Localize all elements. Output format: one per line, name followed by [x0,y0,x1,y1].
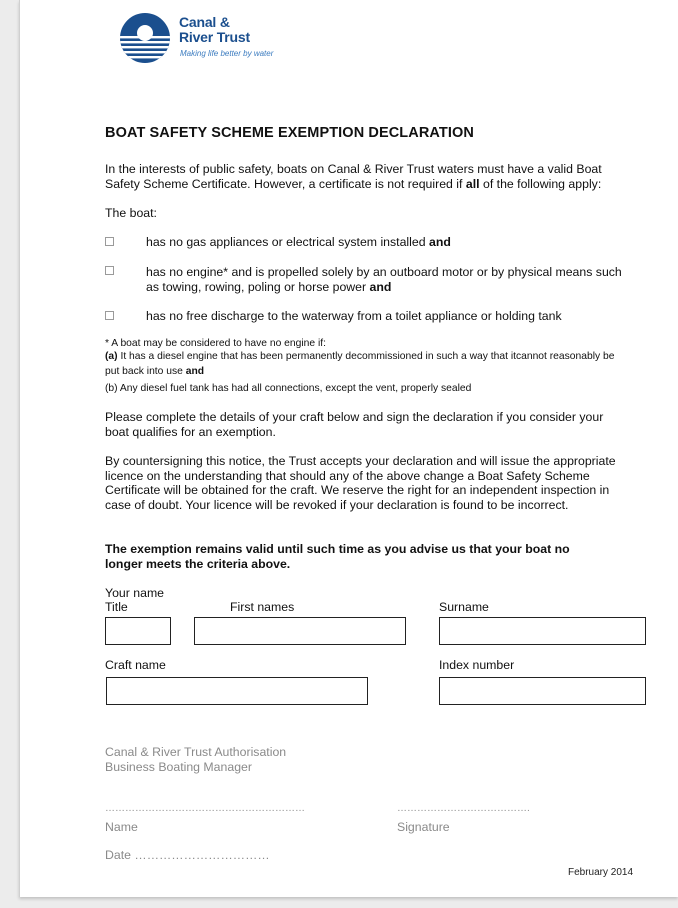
surname-field[interactable] [439,617,646,645]
index-number-field[interactable] [439,677,646,705]
validity-note: The exemption remains valid until such time as you advise us that your boat no longer meets the criteria above. [105,542,570,571]
condition-item [146,235,626,250]
title-field[interactable] [105,617,171,645]
logo-line-1: Canal & [179,14,230,30]
condition-item [146,309,626,324]
checkbox-no-engine[interactable] [105,266,114,275]
intro-text-end: of the following apply: [479,176,602,191]
the-boat-label: The boat: [105,206,157,220]
condition-bold: and [428,235,451,249]
complete-details-paragraph: Please complete the details of your craft below and sign the declaration if you consider your boat qualifies for an exemption. [105,410,604,439]
signature-line[interactable]: …………………………………. [397,803,530,814]
condition-item [146,265,626,294]
footnote-a [105,350,620,379]
name-label: Name [105,820,138,834]
footnote-a-bold: and [185,365,205,377]
intro-text: In the interests of public safety, boats on Canal & River Trust waters must have a valid Boat Safety Scheme Certificate. However, a certificate is not required if [105,162,602,191]
signature-label: Signature [397,820,450,834]
your-name-label: Your name [105,586,165,600]
logo-name [179,15,250,45]
authorisation-title: Canal & River Trust Authorisation [105,745,287,759]
document-page [19,0,678,897]
first-names-label: First names [230,600,295,614]
logo-tagline: Making life better by water [180,49,274,58]
footnote-a-label: (a) [105,351,118,362]
condition-text: has no engine* and is propelled solely by an outboard motor or by physical means such as towing, rowing, poling or horse power [146,265,622,294]
intro-bold: all [465,176,480,191]
checkbox-no-gas-electrical[interactable] [105,237,114,246]
name-signature-line[interactable]: …………………………………………………… [105,803,305,814]
craft-name-label: Craft name [105,658,166,672]
footnote-a-text: It has a diesel engine that has been permanently decommissioned in such a way that itcannot reasonably be put back into use [105,351,615,377]
intro-paragraph [105,162,625,191]
authorisation-role: Business Boating Manager [105,760,252,774]
logo-line-2: River Trust [179,29,250,45]
document-date: February 2014 [568,867,634,878]
craft-name-field[interactable] [106,677,368,705]
condition-bold: and [369,279,392,294]
document-title: BOAT SAFETY SCHEME EXEMPTION DECLARATION [105,125,474,141]
countersign-paragraph: By countersigning this notice, the Trust accepts your declaration and will issue the appropriate licence on the understanding that should any of the above change a Boat Safety Scheme Certificate will be obtained for the craft. We reserve the right for an independent inspection in case of doubt. Your licence will be revoked if your declaration is found to be incorrect. [105,454,616,512]
title-label: Title [105,600,128,614]
surname-label: Surname [439,600,489,614]
index-number-label: Index number [439,658,515,672]
footnote-intro: * A boat may be considered to have no engine if: [105,338,326,349]
date-line[interactable]: Date …………………………… [105,848,270,862]
condition-text: has no gas appliances or electrical system installed [146,235,429,249]
first-names-field[interactable] [194,617,406,645]
checkbox-no-free-discharge[interactable] [105,311,114,320]
footnote-b: (b) Any diesel fuel tank has had all connections, except the vent, properly sealed [105,383,472,394]
condition-text: has no free discharge to the waterway from a toilet appliance or holding tank [146,309,562,323]
